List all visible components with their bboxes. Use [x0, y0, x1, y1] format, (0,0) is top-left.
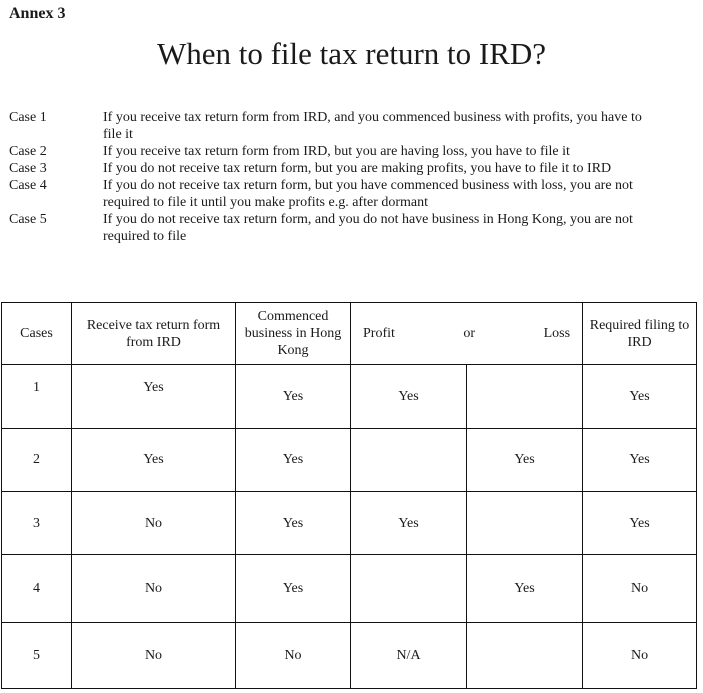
case-label: Case 4	[9, 178, 47, 193]
case-item	[9, 211, 669, 245]
table-header-row	[2, 303, 697, 365]
case-label: Case 1	[9, 110, 47, 125]
cell-case: 4	[2, 555, 72, 622]
annex-label: Annex 3	[9, 5, 66, 22]
cell-commenced: Yes	[236, 365, 351, 428]
header-profit: Profit	[363, 326, 395, 342]
table-row	[2, 365, 697, 428]
case-item	[9, 177, 669, 211]
table-row	[2, 428, 697, 491]
case-text: If you receive tax return form from IRD, and you commenced business with profits, you have to file it	[103, 110, 642, 142]
cell-profit: Yes	[351, 491, 467, 554]
table-row	[2, 491, 697, 554]
cell-case: 1	[2, 365, 72, 428]
cell-receive: No	[72, 491, 236, 554]
case-text: If you do not receive tax return form, and you do not have business in Hong Kong, you are not required to file	[103, 212, 633, 244]
cell-loss	[467, 622, 583, 688]
header-or: or	[463, 326, 476, 342]
cell-case: 2	[2, 428, 72, 491]
header-cases: Cases	[2, 303, 72, 365]
cell-required: Yes	[583, 428, 697, 491]
cell-required: No	[583, 622, 697, 688]
case-label: Case 3	[9, 161, 47, 176]
cell-receive: No	[72, 555, 236, 622]
case-item	[9, 160, 669, 177]
cell-commenced: No	[236, 622, 351, 688]
cell-profit: Yes	[351, 365, 467, 428]
case-text: If you receive tax return form from IRD, but you are having loss, you have to file it	[103, 144, 570, 159]
case-text: If you do not receive tax return form, but you have commenced business with loss, you are not required to file it until you make profits e.g. after dormant	[103, 178, 633, 210]
case-list	[9, 109, 669, 245]
cell-loss	[467, 491, 583, 554]
case-item	[9, 109, 669, 143]
header-loss: Loss	[543, 326, 571, 342]
case-label: Case 5	[9, 212, 47, 227]
cell-profit	[351, 555, 467, 622]
cell-commenced: Yes	[236, 555, 351, 622]
cell-commenced: Yes	[236, 491, 351, 554]
cell-loss: Yes	[467, 428, 583, 491]
header-profit-loss	[351, 303, 583, 365]
case-text: If you do not receive tax return form, but you are making profits, you have to file it to IRD	[103, 161, 612, 176]
cell-receive: Yes	[72, 365, 236, 428]
case-label: Case 2	[9, 144, 47, 159]
header-commenced: Commenced business in Hong Kong	[236, 303, 351, 365]
cell-case: 5	[2, 622, 72, 688]
cell-loss: Yes	[467, 555, 583, 622]
table-row	[2, 622, 697, 688]
cell-commenced: Yes	[236, 428, 351, 491]
cell-loss	[467, 365, 583, 428]
table-row	[2, 555, 697, 622]
cell-required: No	[583, 555, 697, 622]
cell-profit: N/A	[351, 622, 467, 688]
cell-required: Yes	[583, 491, 697, 554]
filing-table	[1, 302, 697, 689]
cell-case: 3	[2, 491, 72, 554]
cell-profit	[351, 428, 467, 491]
case-item	[9, 143, 669, 160]
cell-required: Yes	[583, 365, 697, 428]
header-required: Required filing to IRD	[583, 303, 697, 365]
page-title: When to file tax return to IRD?	[156, 36, 547, 71]
header-receive: Receive tax return form from IRD	[72, 303, 236, 365]
cell-receive: No	[72, 622, 236, 688]
cell-receive: Yes	[72, 428, 236, 491]
